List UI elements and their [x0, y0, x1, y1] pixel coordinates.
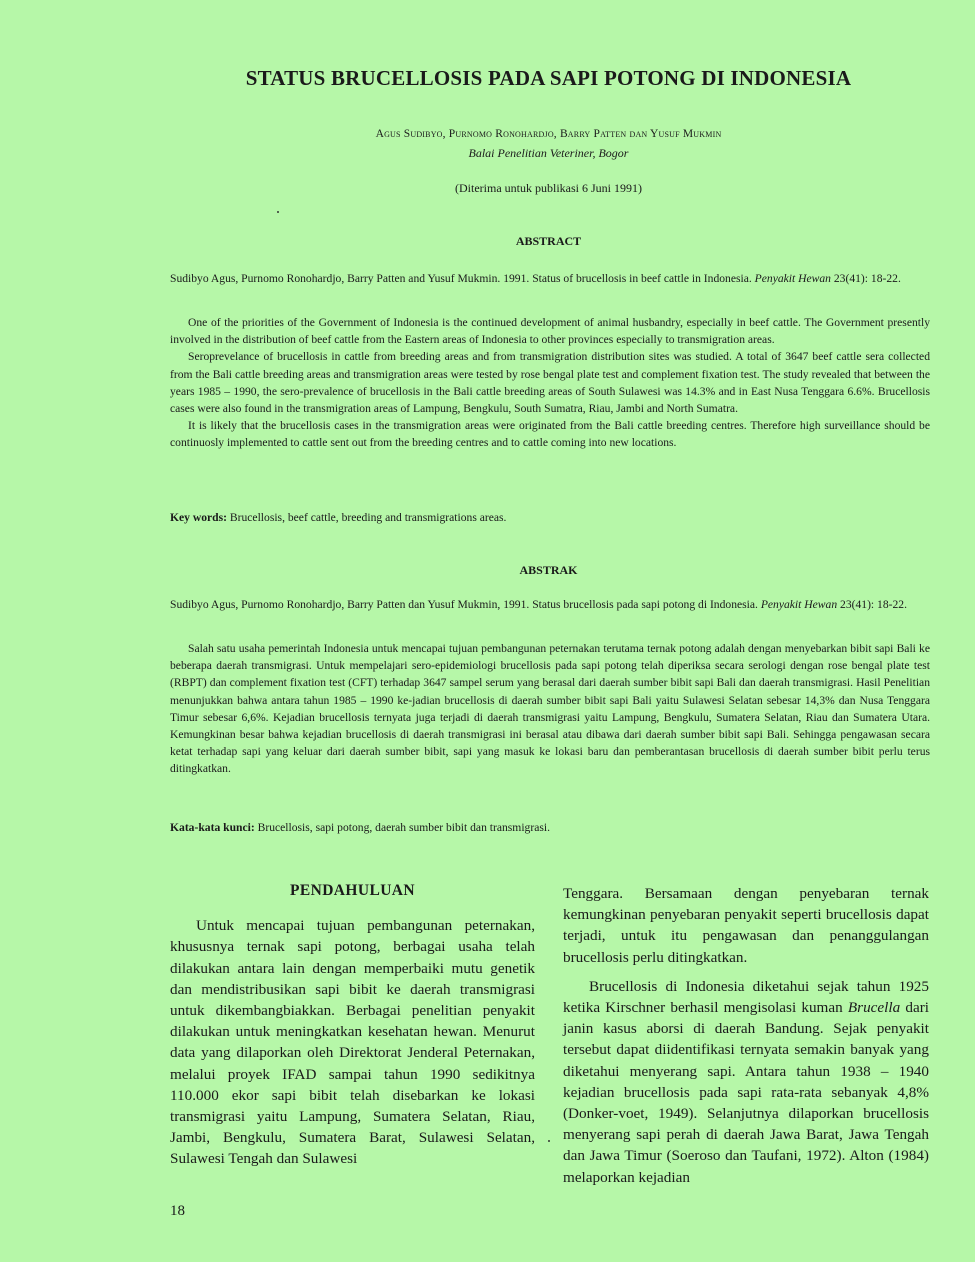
- abstract-citation: [170, 270, 930, 287]
- abstrak-keywords-text: Brucellosis, sapi potong, daerah sumber bibit dan transmigrasi.: [254, 821, 550, 834]
- intro-text: Brucellosis di Indonesia diketahui sejak tahun 1925 ketika Kirschner berhasil mengisolasi kuman: [563, 977, 929, 1017]
- scan-speck: [277, 211, 279, 213]
- abstract-paragraph: One of the priorities of the Government of Indonesia is the continued development of animal husbandry, especially in beef cattle. The Government presently involved in the distribution of beef cattle from the Eastern areas of Indonesia to other provinces especially to transmigration areas.: [170, 316, 930, 347]
- abstrak-citation-text: Sudibyo Agus, Purnomo Ronohardjo, Barry Patten dan Yusuf Mukmin, 1991. Status brucellosis pada sapi potong di Indonesia.: [170, 598, 761, 611]
- abstract-heading: ABSTRACT: [515, 234, 582, 248]
- intro-left-column: [170, 880, 535, 1170]
- received-date: (Diterima untuk publikasi 6 Juni 1991): [455, 181, 642, 195]
- author-list: Agus Sudibyo, Purnomo Ronohardjo, Barry Patten dan Yusuf Mukmin: [375, 128, 722, 140]
- abstrak-keywords-label: Kata-kata kunci:: [170, 821, 255, 834]
- intro-heading: PENDAHULUAN: [290, 882, 415, 899]
- abstract-body: [170, 314, 930, 452]
- abstrak-citation: [170, 596, 930, 613]
- abstract-citation-text: Sudibyo Agus, Purnomo Ronohardjo, Barry Patten and Yusuf Mukmin. 1991. Status of brucellosis in beef cattle in Indonesia.: [170, 272, 755, 285]
- abstract-citation-volume: 23(41): 18-22.: [830, 272, 901, 285]
- scan-speck: [548, 1140, 550, 1142]
- author-affiliation: Balai Penelitian Veteriner, Bogor: [468, 146, 629, 160]
- intro-paragraph-continued: Tenggara. Bersamaan dengan penyebaran ternak kemungkinan penyebaran penyakit seperti brucellosis dapat terjadi, untuk itu pengawasan dan penanggulangan brucellosis perlu ditingkatkan.: [563, 885, 929, 966]
- abstract-paragraph: Seroprevelance of brucellosis in cattle from breeding areas and from transmigration distribution sites was studied. A total of 3647 beef cattle sera collected from the Bali cattle breeding areas and transmigration areas were tested by rose bengal plate test and complement fixation test. The study revealed that between the years 1985 – 1990, the sero-prevalence of brucellosis in the Bali cattle breeding areas of South Sulawesi was 14.3% and in East Nusa Tenggara 6.6%. Brucellosis cases were also found in the transmigration areas of Lampung, Bengkulu, South Sumatra, Riau, Jambi and North Sumatra.: [170, 350, 930, 416]
- abstrak-body: [170, 640, 930, 778]
- abstrak-heading: ABSTRAK: [519, 563, 578, 577]
- intro-paragraph: [563, 976, 929, 1188]
- abstrak-paragraph: Salah satu usaha pemerintah Indonesia untuk mencapai tujuan pembangunan peternakan terutama ternak potong adalah dengan menyebarkan bibit sapi Bali ke beberapa daerah transmigrasi. Untuk mempelajari sero-epidemiologi brucellosis pada sapi potong telah diperiksa secara serologi dengan rose bengal plate test (RBPT) dan complement fixation test (CFT) terhadap 3647 sampel serum yang berasal dari daerah sumber bibit sapi Bali dan daerah transmigrasi. Hasil Penelitian menunjukkan bahwa antara tahun 1985 – 1990 ke-jadian brucellosis di daerah sumber bibit sapi Bali yaitu Sulawesi Selatan sebesar 14,3% dan Nusa Tenggara Timur sebesar 6,6%. Kejadian brucellosis ternyata juga terjadi di daerah transmigrasi yaitu Lampung, Bengkulu, Sumatera Selatan, Riau dan Sumatera Utara. Kemungkinan besar bahwa kejadian brucellosis di daerah transmigrasi ini berasal atau dibawa dari daerah sumber bibit sapi Bali. Sehingga pengawasan secara ketat terhadap sapi yang keluar dari daerah sumber bibit, sapi yang masuk ke lokasi baru dan pemberantasan brucellosis di daerah sumber bibit perlu terus ditingkatkan.: [170, 642, 930, 776]
- intro-text: dari janin kasus aborsi di daerah Bandung. Sejak penyakit tersebut dapat diidentifikasi ternyata semakin banyak yang diketahui menyerang sapi. Antara tahun 1938 – 1940 kejadian brucellosis pada sapi rata-rata sebanyak 4,8% (Donker-voet, 1949). Selanjutnya dilaporkan brucellosis menyerang sapi perah di daerah Jawa Barat, Jawa Tengah dan Jawa Timur (Soeroso dan Taufani, 1972). Alton (1984) melaporkan kejadian: [563, 999, 929, 1186]
- article-title: STATUS BRUCELLOSIS PADA SAPI POTONG DI INDONESIA: [245, 66, 852, 90]
- intro-paragraph: Untuk mencapai tujuan pembangunan peternakan, khususnya ternak sapi potong, berbagai usaha telah dilakukan antara lain dengan memperbaiki mutu genetik dan mendistribusikan sapi bibit ke daerah transmigrasi untuk dikembangbiakkan. Berbagai penelitian penyakit dilakukan untuk meningkatkan kesehatan hewan. Menurut data yang dilaporkan oleh Direktorat Jenderal Peternakan, melalui proyek IFAD sampai tahun 1990 sedikitnya 110.000 ekor sapi bibit telah disebarkan ke lokasi transmigrasi yaitu Lampung, Sumatera Selatan, Riau, Jambi, Bengkulu, Sumatera Barat, Sulawesi Selatan, Sulawesi Tengah dan Sulawesi: [170, 917, 535, 1168]
- abstract-paragraph: It is likely that the brucellosis cases in the transmigration areas were originated from the Bali cattle breeding centres. Therefore high surveillance should be continuosly implemented to cattle sent out from the breeding centres and to cattle coming into new locations.: [170, 419, 930, 450]
- abstract-keywords-text: Brucellosis, beef cattle, breeding and transmigrations areas.: [227, 511, 507, 524]
- genus-name: Brucella: [847, 999, 901, 1017]
- abstract-journal: Penyakit Hewan: [754, 272, 831, 285]
- intro-right-column: [563, 883, 929, 1188]
- page-number: 18: [170, 1203, 185, 1219]
- abstrak-citation-volume: 23(41): 18-22.: [837, 598, 907, 611]
- abstrak-journal: Penyakit Hewan: [760, 598, 838, 611]
- abstract-keywords-label: Key words:: [170, 511, 227, 524]
- abstrak-keywords: [170, 819, 930, 836]
- abstract-keywords: [170, 509, 930, 526]
